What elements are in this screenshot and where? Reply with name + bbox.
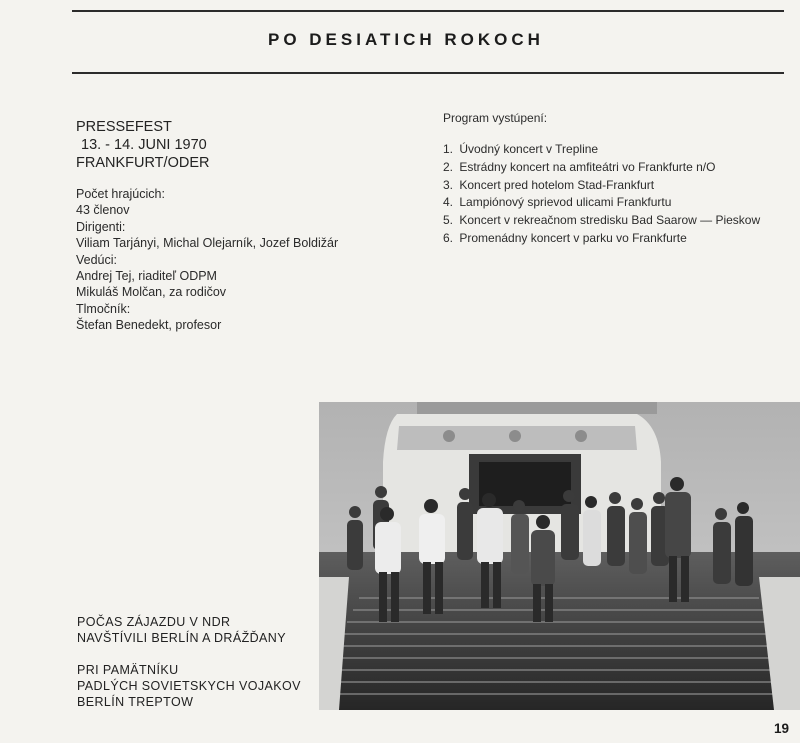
caption-line: PADLÝCH SOVIETSKYCH VOJAKOV: [77, 679, 301, 693]
program-item-text: Lampiónový sprievod ulicami Frankfurtu: [459, 195, 672, 210]
info-label-leaders: Vedúci:: [76, 252, 118, 267]
header-rule-bottom: [72, 72, 784, 74]
info-label-interpreter: Tlmočník:: [76, 301, 131, 316]
program-item: [443, 230, 760, 248]
info-value-leader-2: Mikuláš Molčan, za rodičov: [76, 285, 227, 300]
caption-spacer: [77, 646, 301, 662]
program-item-number: 2.: [443, 159, 454, 174]
page-title: PO DESIATICH ROKOCH: [268, 30, 544, 49]
program-item: [443, 212, 760, 230]
program-item-text: Promenádny koncert v parku vo Frankfurte: [459, 230, 687, 245]
program-item-text: Estrádny koncert na amfiteátri vo Frankfurte n/O: [459, 159, 716, 174]
memorial-group-photo: [319, 402, 800, 710]
program-item: [443, 141, 760, 159]
info-label-conductors: Dirigenti:: [76, 219, 126, 234]
info-label-players: Počet hrajúcich:: [76, 187, 165, 201]
caption-line: BERLÍN TREPTOW: [77, 695, 194, 709]
program-item: [443, 194, 760, 212]
program-item-number: 1.: [443, 142, 454, 156]
program-item-text: Koncert v rekreačnom stredisku Bad Saarow — Pieskow: [459, 213, 761, 228]
program-item-number: 3.: [443, 177, 454, 192]
event-place: FRANKFURT/ODER: [76, 155, 210, 171]
photo-illustration: [319, 402, 800, 710]
page-number: 19: [774, 721, 790, 736]
info-value-interpreter: Štefan Benedekt, profesor: [76, 318, 222, 333]
event-dates: 13. - 14. JUNI 1970: [81, 137, 207, 153]
participants-info: [76, 186, 338, 334]
program-item: [443, 159, 760, 177]
info-value-players: 43 členov: [76, 203, 130, 218]
info-value-leader-1: Andrej Tej, riaditeľ ODPM: [76, 269, 217, 284]
event-block: [76, 118, 209, 172]
photo-caption: [77, 614, 301, 710]
info-value-conductors: Viliam Tarjányi, Michal Olejarník, Jozef Boldižár: [76, 236, 339, 251]
program-item-text: Úvodný koncert v Trepline: [459, 142, 599, 156]
caption-line: PRI PAMÄTNÍKU: [77, 663, 179, 677]
program-heading: Program vystúpení:: [443, 111, 548, 125]
program-item-number: 5.: [443, 213, 454, 228]
event-name: PRESSEFEST: [76, 119, 172, 135]
program-item-number: 4.: [443, 195, 454, 210]
header-rule-top: [72, 10, 784, 12]
program-item: [443, 177, 760, 195]
program-item-number: 6.: [443, 230, 454, 245]
caption-line: POČAS ZÁJAZDU V NDR: [77, 615, 231, 629]
program-item-text: Koncert pred hotelom Stad-Frankfurt: [459, 177, 655, 192]
program-items: [443, 141, 760, 248]
caption-line: NAVŠTÍVILI BERLÍN A DRÁŽĎANY: [77, 631, 286, 645]
program-list: [443, 111, 760, 248]
